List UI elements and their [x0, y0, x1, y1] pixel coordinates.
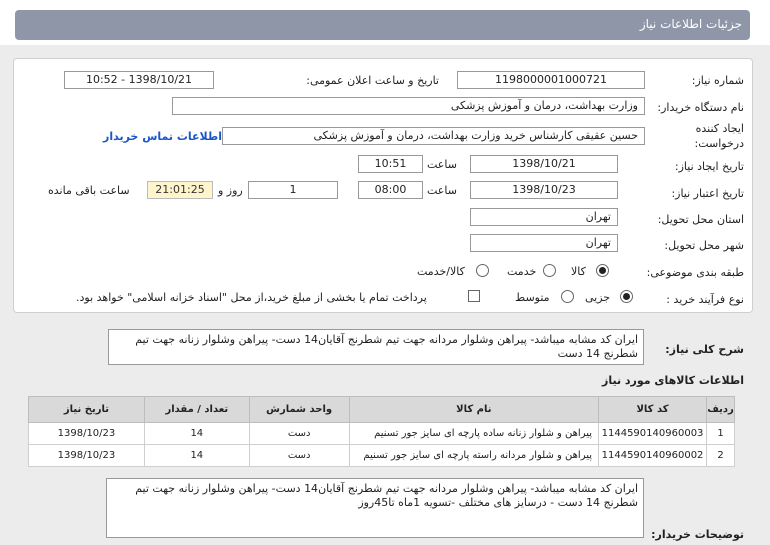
validity-days-label: روز و: [218, 184, 243, 197]
requester-field: حسین عقیقی کارشناس خرید وزارت بهداشت، درمان و آموزش پزشکی: [222, 127, 645, 145]
cell-qty: 14: [144, 445, 249, 467]
cell-row: 2: [707, 445, 735, 467]
category-radio-goods-service[interactable]: [476, 264, 489, 277]
cell-code: 1144590140960003: [599, 423, 707, 445]
col-name: نام کالا: [349, 397, 598, 423]
general-description-box: ایران کد مشابه میباشد- پیراهن وشلوار مردانه جهت تیم شطرنج آقایان14 دست- پیراهن وشلوار زنانه جهت تیم شطرنج 14 دست: [108, 329, 644, 365]
category-radio-service[interactable]: [543, 264, 556, 277]
cell-name: پیراهن و شلوار زنانه ساده پارچه ای سایز جور تسنیم: [349, 423, 598, 445]
validity-date-label: تاریخ اعتبار نیاز:: [671, 187, 744, 200]
category-radio-goods[interactable]: [596, 264, 609, 277]
created-time-field: 10:51: [358, 155, 423, 173]
cell-unit: دست: [249, 445, 349, 467]
buyer-org-label: نام دستگاه خریدار:: [657, 101, 744, 114]
city-field: تهران: [470, 234, 618, 252]
created-date-field: 1398/10/21: [470, 155, 618, 173]
cell-code: 1144590140960002: [599, 445, 707, 467]
category-option-service: خدمت: [507, 265, 537, 278]
col-date: تاریخ نیاز: [29, 397, 145, 423]
goods-table: [28, 396, 735, 467]
province-label: استان محل تحویل:: [657, 213, 744, 226]
process-option-medium: متوسط: [515, 291, 550, 304]
cell-qty: 14: [144, 423, 249, 445]
announce-datetime-field: 1398/10/21 - 10:52: [64, 71, 214, 89]
buyer-notes-label: توضیحات خریدار:: [651, 528, 744, 541]
category-option-goods-service: کالا/خدمت: [417, 265, 465, 278]
validity-time-field: 08:00: [358, 181, 423, 199]
created-date-label: تاریخ ایجاد نیاز:: [674, 160, 744, 173]
province-field: تهران: [470, 208, 618, 226]
process-radio-medium[interactable]: [561, 290, 574, 303]
table-row: [29, 423, 735, 445]
cell-name: پیراهن و شلوار مردانه راسته پارچه ای سایز جور تسنیم: [349, 445, 598, 467]
requester-label-line2: درخواست:: [694, 137, 744, 150]
cell-date: 1398/10/23: [29, 423, 145, 445]
cell-date: 1398/10/23: [29, 445, 145, 467]
requester-label-line1: ایجاد کننده: [695, 122, 744, 135]
cell-row: 1: [707, 423, 735, 445]
buyer-contact-link[interactable]: اطلاعات تماس خریدار: [103, 130, 223, 143]
remaining-time-label: ساعت باقی مانده: [48, 184, 130, 197]
validity-days-field: 1: [248, 181, 338, 199]
remaining-time-field: 21:01:25: [147, 181, 213, 199]
validity-date-field: 1398/10/23: [470, 181, 618, 199]
treasury-payment-note: پرداخت تمام یا بخشی از مبلغ خرید،از محل "اسناد خزانه اسلامی" خواهد بود.: [76, 291, 427, 304]
need-number-label: شماره نیاز:: [691, 74, 744, 87]
validity-time-label: ساعت: [427, 184, 457, 197]
treasury-payment-checkbox[interactable]: [468, 290, 480, 302]
process-radio-minor[interactable]: [620, 290, 633, 303]
created-time-label: ساعت: [427, 158, 457, 171]
goods-table-header: [29, 397, 735, 423]
need-number-field: 1198000001000721: [457, 71, 645, 89]
process-option-minor: جزیی: [585, 291, 611, 304]
col-unit: واحد شمارش: [249, 397, 349, 423]
process-label: نوع فرآیند خرید :: [666, 293, 744, 306]
col-qty: تعداد / مقدار: [144, 397, 249, 423]
buyer-org-field: وزارت بهداشت، درمان و آموزش پزشکی: [172, 97, 645, 115]
announce-datetime-label: تاریخ و ساعت اعلان عمومی:: [306, 74, 439, 87]
table-row: [29, 445, 735, 467]
buyer-notes-box: ایران کد مشابه میباشد- پیراهن وشلوار مردانه جهت تیم شطرنج آقایان14 دست- پیراهن وشلوار زنانه جهت تیم شطرنج 14 دست - درسایز های مختلف -تسویه 1ماه تا45روز: [106, 478, 644, 538]
page-title: جزئیات اطلاعات نیاز: [639, 17, 742, 31]
general-description-label: شرح کلی نیاز:: [665, 343, 744, 356]
category-label: طبقه بندی موضوعی:: [646, 266, 744, 279]
category-option-goods: کالا: [571, 265, 586, 278]
city-label: شهر محل تحویل:: [664, 239, 744, 252]
goods-section-title: اطلاعات کالاهای مورد نیاز: [602, 374, 744, 387]
cell-unit: دست: [249, 423, 349, 445]
col-row: ردیف: [707, 397, 735, 423]
col-code: کد کالا: [599, 397, 707, 423]
